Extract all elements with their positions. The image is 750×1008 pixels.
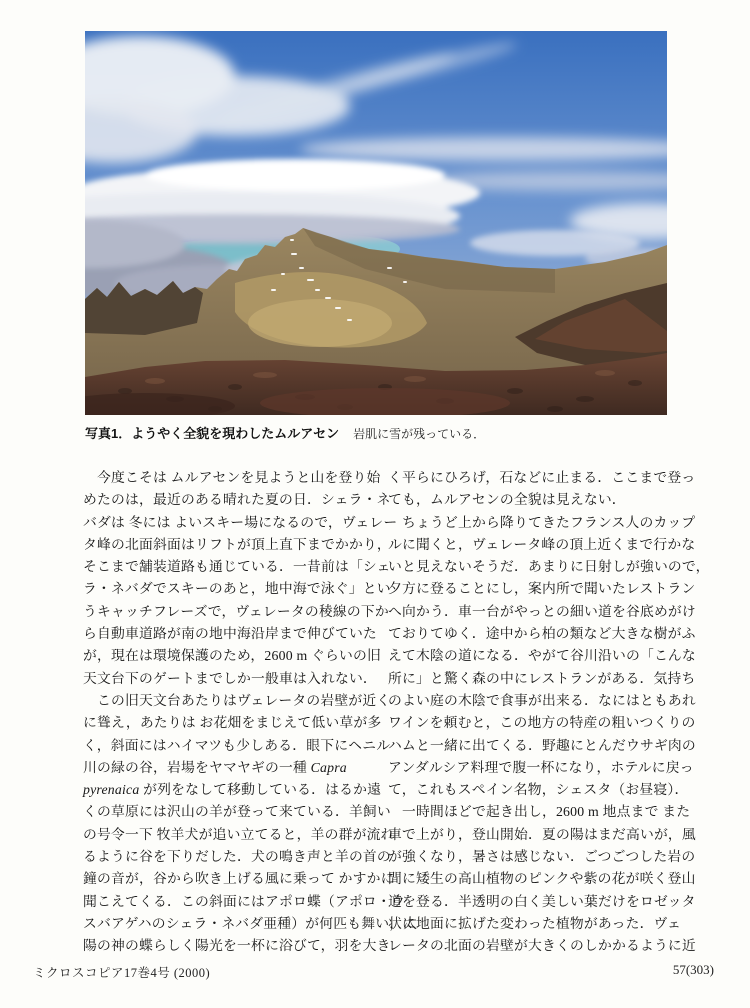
caption-title: ようやく全貌を現わしたムルアセン [131, 426, 340, 441]
photo-caption [85, 423, 667, 442]
footer-page-number: 57(303) [672, 962, 714, 977]
mountain-photo [85, 31, 667, 415]
caption-note: 岩肌に雪が残っている． [353, 427, 486, 441]
article-left-column: 今度こそは ムルアセンを見ようと山を登り始 めたのは，最近のある晴れた夏の日．シェラ・ネ バダは 冬には よいスキー場になるので，ヴェレー タ峰の北面斜面はリフトが頂上直下までかかり， そこまで舗装道路も通じている．一昔前は「シェ ラ・ネバダでスキーのあと，地中海で泳ぐ」とい うキャッチフレーズで，ヴェレータの稜線の下か ら自動車道路が南の地中海沿岸まで伸びていた が，現在は環境保護のため，2600 m ぐらいの旧 天文台下のゲートまでしか一般車は入れない． この旧天文台あたりはヴェレータの岩壁が近く に聳え，あたりは お花畑をまじえて低い草が多 く，斜面にはハイマツも少しある．眼下にヘニル 川の緑の谷，岩場をヤマヤギの一種 Capra pyrenaica が列をなして移動している．はるか遠 くの草原には沢山の羊が登って来ている．羊飼い の号令一下 牧羊犬が追い立てると，羊の群が流れ るように谷を下りだした．犬の鳴き声と羊の首の 鐘の音が，谷から吹き上げる風に乗って かすかに 聞こえてくる．この斜面にはアポロ蝶（アポロ・ウ スバアゲハのシェラ・ネバダ亜種）が何匹も舞い，太 陽の神の蝶らしく陽光を一杯に浴びて，羽を大き [83, 470, 418, 954]
mountain-photo-art [85, 31, 667, 415]
caption-label: 写真1． [85, 426, 132, 441]
footer-journal-title: ミクロスコピア17巻4号 (2000) [33, 966, 211, 980]
article-body [83, 467, 710, 958]
article-right-column: く平らにひろげ，石などに止まる．ここまで登っ ても，ムルアセンの全貌は見えない． ちょうど上から降りてきたフランス人のカップ ルに聞くと，ヴェレータ峰の頂上近くまで行かな いと見えないそうだ．あまりに日射しが強いので， 夕方に登ることにし，案内所で聞いたレストラン へ向かう．車一台がやっとの細い道を谷底めがけ ておりてゆく．途中から柏の類など大きな樹がふ えて木陰の道になる．やがて谷川沿いの「こんな 所に」と驚く森の中にレストランがある．気持ち のよい庭の木陰で食事が出来る．なにはともあれ ワインを頼むと，この地方の特産の粗いつくりの ハムと一緒に出てくる．野趣にとんだウサギ肉の アンダルシア料理で腹一杯になり，ホテルに戻っ て，これもスペイン名物，シェスタ（お昼寝）． 一時間ほどで起き出し，2600 m 地点まで また 車で上がり，登山開始．夏の陽はまだ高いが，風 が強くなり，暑さは感じない．ごつごつした岩の 間に矮生の高山植物のピンクや紫の花が咲く登山 道を登る．半透明の白く美しい葉だけをロゼッタ 状に地面に拡げた変わった植物があった．ヴェ レータの北面の岩壁が大きくのしかかるように近 [388, 470, 710, 954]
